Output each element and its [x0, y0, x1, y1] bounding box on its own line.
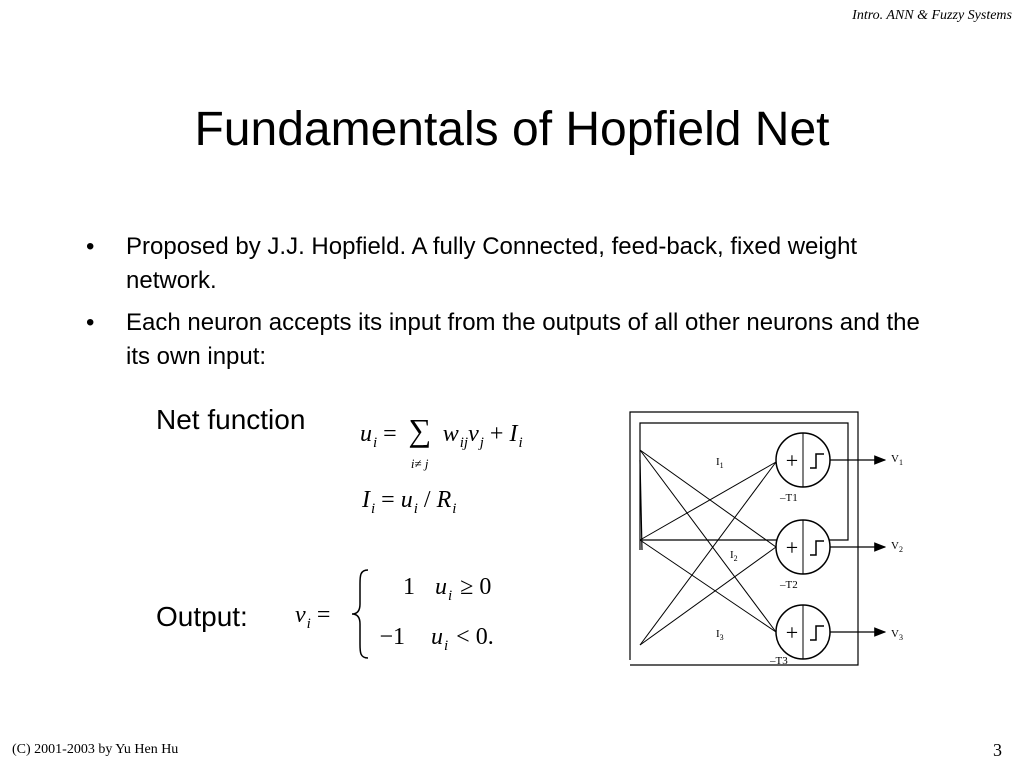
output-label-3: $V_3$: [891, 628, 903, 642]
page-number: 3: [993, 740, 1002, 760]
input-label-3: $I_3$: [716, 628, 724, 642]
summer-plus: +: [785, 535, 799, 560]
input-label-2: $I_2$: [730, 549, 738, 563]
input-label-1: $I_1$: [716, 456, 724, 470]
interconnection-lines: [640, 450, 776, 645]
summer-plus: +: [785, 448, 799, 473]
output-label-2: $V_2$: [891, 540, 903, 554]
hopfield-network-diagram: [600, 400, 930, 690]
bullet-list: [86, 230, 926, 382]
sum-index: i≠ j: [410, 456, 429, 471]
output-case-2: −1 $u_i < 0$.: [379, 624, 494, 654]
bullet-dot: •: [86, 309, 95, 336]
neuron-1: [776, 433, 885, 487]
sum-symbol: ∑: [408, 412, 432, 448]
net-function-label: Net function: [156, 404, 306, 435]
output-lhs: $v_i$ =: [295, 602, 331, 632]
output-case-1: 1 $u_i \ge 0$: [403, 574, 492, 604]
output-label-1: $V_1$: [891, 453, 903, 467]
neuron-2: [776, 520, 885, 574]
threshold-label-2: –T2: [780, 579, 798, 591]
threshold-label-1: –T1: [780, 492, 798, 504]
bullet-item: [86, 306, 926, 374]
bullet-text: Each neuron accepts its input from the outputs of all other neurons and the its own input:: [126, 309, 920, 370]
neuron-3: [776, 605, 885, 659]
bullet-dot: •: [86, 233, 95, 260]
summer-plus: +: [785, 620, 799, 645]
copyright-footer: (C) 2001-2003 by Yu Hen Hu: [12, 742, 179, 757]
threshold-label-3: –T3: [770, 655, 788, 667]
bullet-text: Proposed by J.J. Hopfield. A fully Connected, feed-back, fixed weight network.: [126, 233, 858, 294]
output-label: Output:: [156, 601, 248, 632]
slide-title: Fundamentals of Hopfield Net: [194, 103, 830, 156]
course-header: Intro. ANN & Fuzzy Systems: [852, 8, 1012, 23]
bullet-item: [86, 230, 926, 298]
current-equation: $I_i = u_i / R_i$: [362, 487, 457, 517]
net-function-equation: $u_i$ = ∑ i≠ j $w_{ij}v_j + I_i$: [360, 415, 523, 452]
